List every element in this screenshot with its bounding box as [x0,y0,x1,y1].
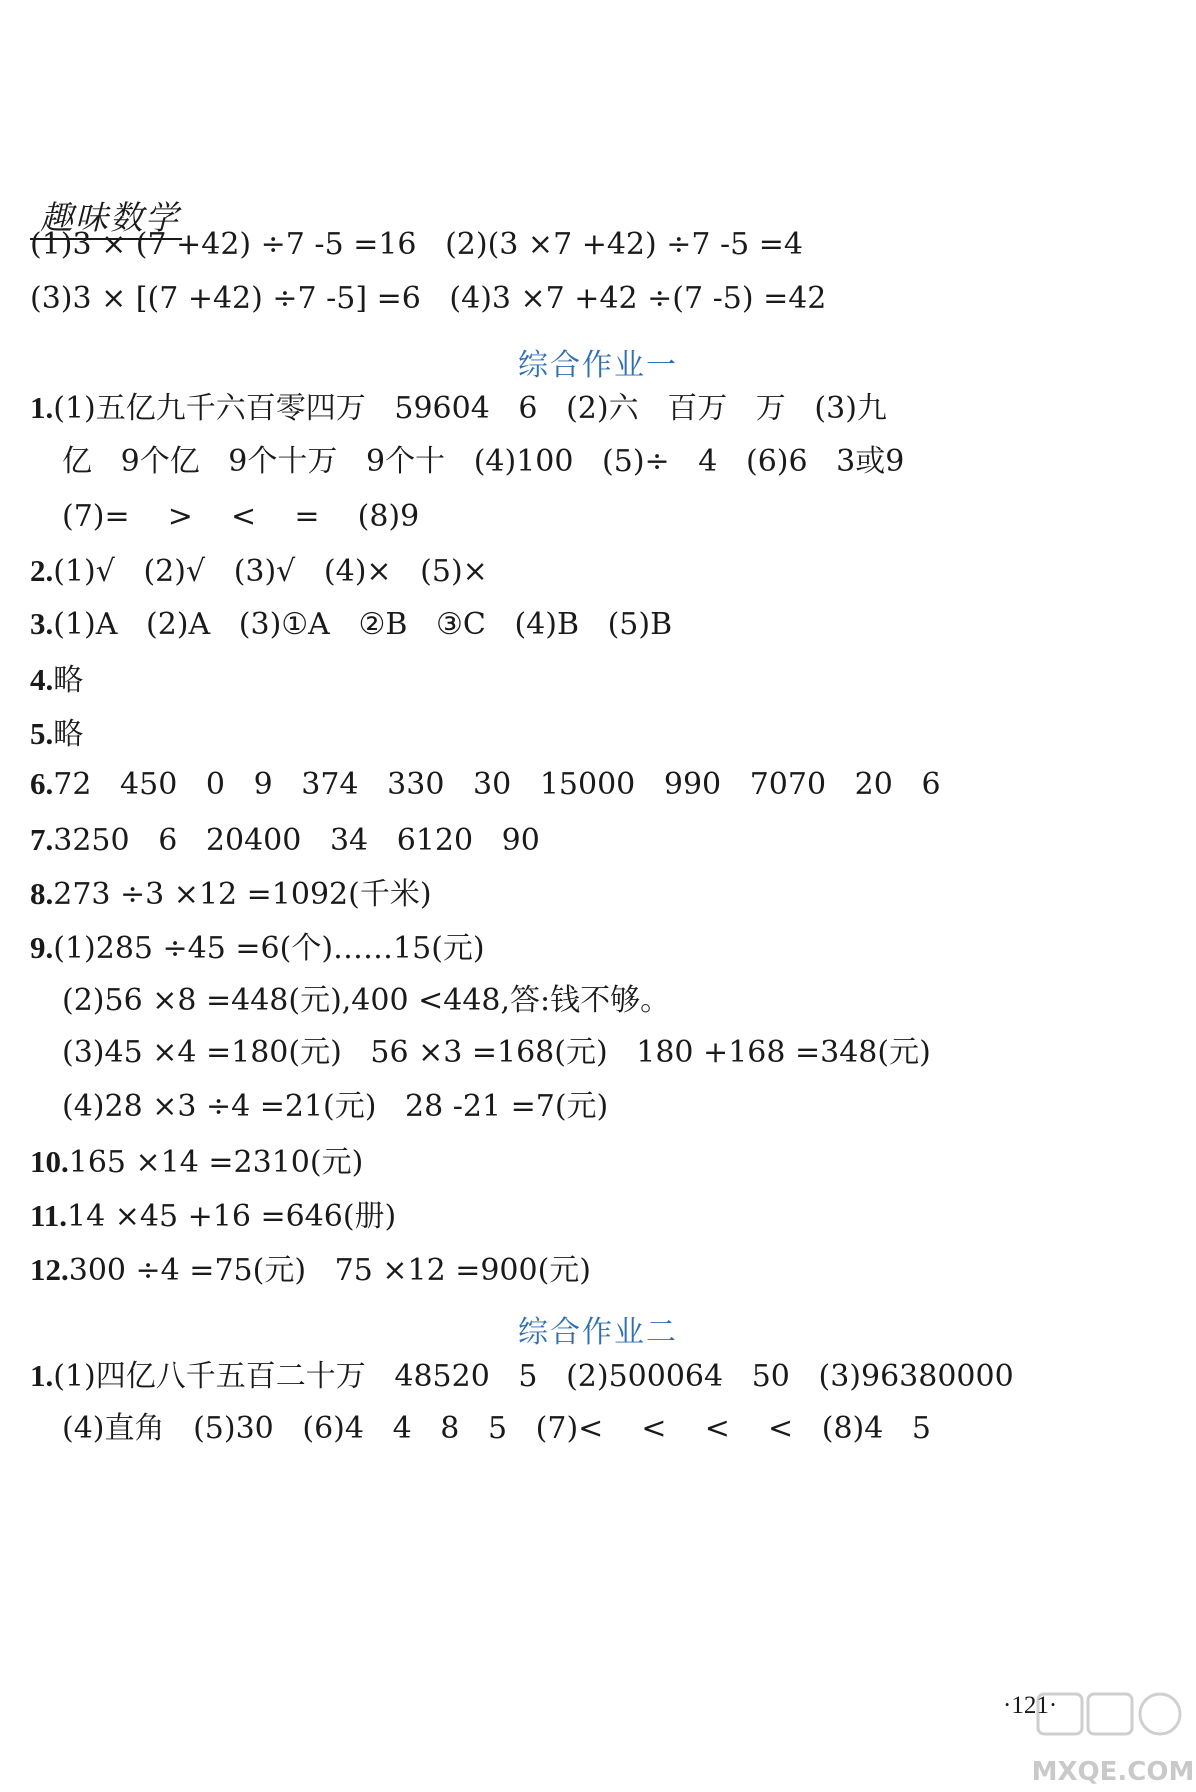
question-number: 11. [30,1198,68,1233]
answer-text: 略 [53,717,84,752]
answer-line [30,768,941,800]
answer-text: (1)√ (2)√ (3)√ (4)× (5)× [53,554,488,589]
answer-text: (1)四亿八千五百二十万 48520 5 (2)500064 50 (3)96380000 [53,1359,1014,1394]
answer-line [62,983,671,1018]
answer-text: (2)56 ×8 =448(元),400 <448,答:钱不够。 [62,983,671,1018]
answer-text: (7)= > < = (8)9 [62,499,420,534]
question-number: 10. [30,1144,69,1179]
question-number: 1. [30,1358,54,1393]
answer-line [62,1089,609,1124]
answer-text: (3)45 ×4 =180(元) 56 ×3 =168(元) 180 +168 =348(元) [62,1035,931,1070]
page-number: ·121· [1003,1692,1058,1719]
answer-line [30,392,887,424]
answer-line [30,878,432,910]
heading-homework-2: 综合作业二 [518,1315,678,1350]
question-number: 5. [30,716,54,751]
answer-text: 亿 9个亿 9个十万 9个十 (4)100 (5)÷ 4 (6)6 3或9 [62,444,905,479]
answer-line [30,1360,1014,1392]
answer-text: 300 ÷4 =75(元) 75 ×12 =900(元) [68,1253,591,1288]
question-number: 3. [30,606,54,641]
section-label-fun-math: 趣味数学 [40,198,180,237]
answer-line [30,932,485,964]
answer-line [30,1254,591,1286]
answer-line [62,444,905,479]
fun-math-line-2: (3)3 × [(7 +42) ÷7 -5] =6 (4)3 ×7 +42 ÷(7 -5) =42 [30,281,827,316]
answer-line [30,555,488,587]
answer-text: 165 ×14 =2310(元) [68,1145,364,1180]
site-watermark-logo [1030,1688,1196,1792]
watermark-text: MXQE.COM [1031,1757,1195,1787]
answer-text: (4)28 ×3 ÷4 =21(元) 28 -21 =7(元) [62,1089,609,1124]
answer-text: 72 450 0 9 374 330 30 15000 990 7070 20 6 [53,767,941,802]
answer-text: 3250 6 20400 34 6120 90 [53,823,540,858]
answer-line [62,499,420,534]
answer-line [30,824,540,856]
answer-text: 14 ×45 +16 =646(册) [67,1199,397,1234]
question-number: 9. [30,930,54,965]
answer-text: (4)直角 (5)30 (6)4 4 8 5 (7)< < < < (8)4 5 [62,1411,932,1446]
answer-text: (1)五亿九千六百零四万 59604 6 (2)六 百万 万 (3)九 [53,391,887,426]
answer-text: (1)A (2)A (3)①A ②B ③C (4)B (5)B [53,607,673,642]
answer-text: 略 [53,663,84,698]
answer-line [30,718,83,750]
answer-line [30,608,672,640]
answer-line [30,664,83,696]
question-number: 4. [30,662,54,697]
question-number: 8. [30,876,54,911]
answer-line [62,1411,932,1446]
answer-text: (1)285 ÷45 =6(个)……15(元) [53,931,485,966]
answer-line [30,1146,363,1178]
question-number: 1. [30,390,54,425]
answer-text: 273 ÷3 ×12 =1092(千米) [53,877,432,912]
heading-homework-1: 综合作业一 [518,348,678,383]
question-number: 2. [30,553,54,588]
fun-math-line-1: (1)3 × (7 +42) ÷7 -5 =16 (2)(3 ×7 +42) ÷7 -5 =4 [30,227,803,262]
question-number: 12. [30,1252,69,1287]
answer-line [30,1200,396,1232]
answer-line [62,1035,931,1070]
question-number: 6. [30,766,54,801]
question-number: 7. [30,822,54,857]
